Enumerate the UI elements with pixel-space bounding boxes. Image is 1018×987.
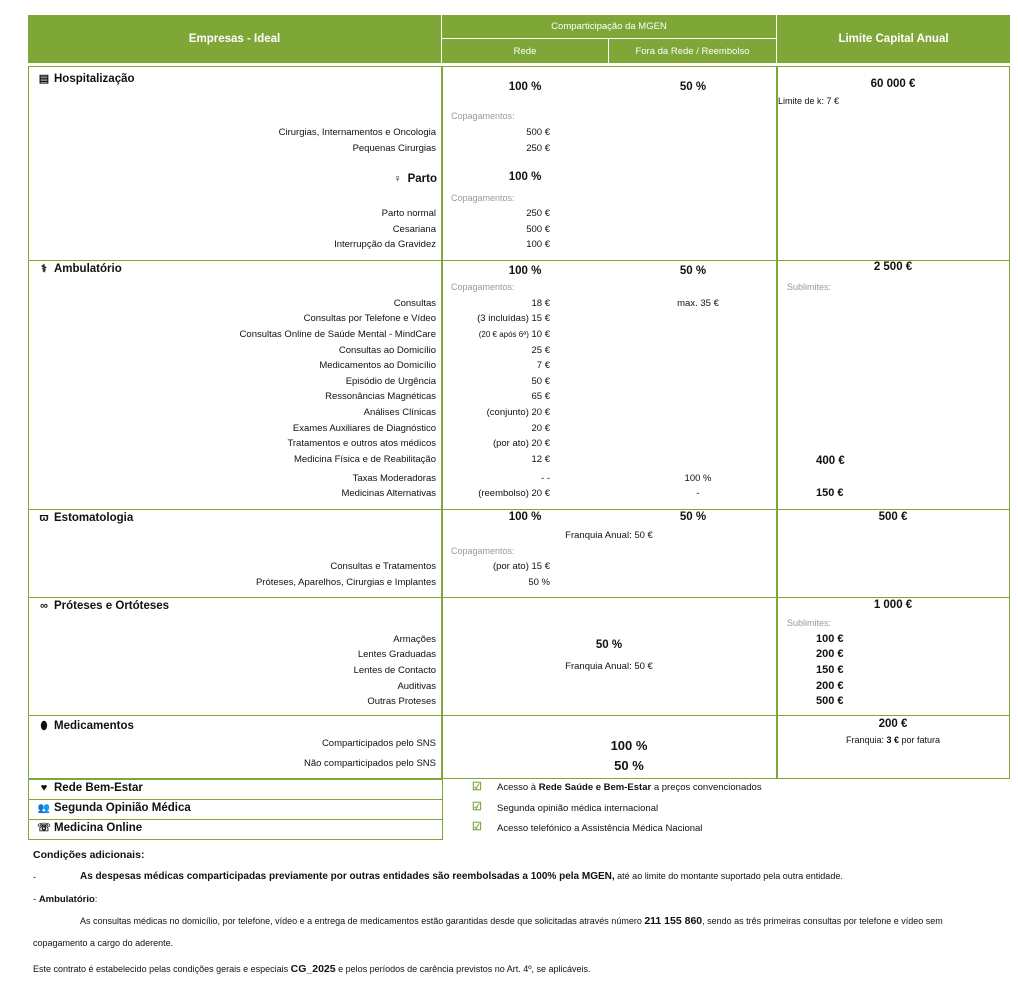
conditions-dash: - xyxy=(33,872,37,883)
extra-desc: Acesso à Rede Saúde e Bem-Estar a preços convencionados xyxy=(497,782,762,793)
amb-item-label: Tratamentos e outros atos médicos xyxy=(287,438,436,449)
hosp-item-label: Cirurgias, Internamentos e Oncologia xyxy=(278,127,436,138)
hosp-rede-value: 100 % xyxy=(508,81,542,93)
esto-copag-label: Copagamentos: xyxy=(451,546,515,556)
conditions-ambulatorio: - Ambulatório: xyxy=(33,894,98,905)
header-empresas: Empresas - Ideal xyxy=(28,15,441,63)
prot-item-value: 200 € xyxy=(816,648,844,660)
amb-item-label: Medicamentos ao Domicílio xyxy=(319,360,436,371)
check-icon: ☑ xyxy=(472,821,482,833)
amb-item-value: (reembolso) 20 € xyxy=(478,488,550,499)
amb-item-label: Consultas ao Domicílio xyxy=(338,345,436,356)
extra-desc: Acesso telefónico a Assistência Médica Nacional xyxy=(497,823,703,834)
hosp-item-value: 500 € xyxy=(526,127,550,138)
header-fora-rede: Fora da Rede / Reembolso xyxy=(609,39,776,63)
prot-limit-value: 1 000 € xyxy=(873,599,913,611)
extra-title: ♥ Rede Bem-Estar xyxy=(37,783,143,795)
hosp-fora-value: 50 % xyxy=(679,81,707,93)
check-icon: ☑ xyxy=(472,781,482,793)
amb-item-value: 20 € xyxy=(531,423,550,434)
prot-item-value: 100 € xyxy=(816,633,844,645)
doctor-icon: ⚕ xyxy=(41,263,47,275)
amb-item-value: 18 € xyxy=(531,298,550,309)
users-icon: 👥 xyxy=(37,803,51,814)
heart-icon: ♥ xyxy=(40,782,48,794)
parto-item-value: 100 € xyxy=(526,239,550,250)
pregnant-icon: ♀ xyxy=(393,173,402,185)
amb-item-value: 65 € xyxy=(531,391,550,402)
parto-item-label: Cesariana xyxy=(392,224,436,235)
parto-item-label: Interrupção da Gravidez xyxy=(334,239,436,250)
med-item-label: Não comparticipados pelo SNS xyxy=(303,758,436,769)
header-rede: Rede xyxy=(442,39,608,63)
amb-item-label: Consultas Online de Saúde Mental - MindCare xyxy=(239,329,436,340)
estomatologia-title: ϖ Estomatologia xyxy=(37,513,133,525)
hosp-limit-note: Limite de k: 7 € xyxy=(778,96,840,106)
prot-item-value: 500 € xyxy=(816,695,844,707)
parto-item-value: 250 € xyxy=(526,208,550,219)
prot-item-label: Outras Proteses xyxy=(367,696,436,707)
ambulatorio-title: ⚕ Ambulatório xyxy=(37,264,122,276)
extra-desc: Segunda opinião médica internacional xyxy=(497,803,659,814)
tooth-icon: ϖ xyxy=(39,512,49,524)
conditions-line3: copagamento a cargo do aderente. xyxy=(33,938,174,948)
amb-rede-value: 100 % xyxy=(508,265,542,277)
prot-item-label: Armações xyxy=(393,634,436,645)
amb-item-fora: - xyxy=(696,488,700,499)
header-comparticipacao: Comparticipação da MGEN xyxy=(442,15,776,38)
amb-item-value: 50 € xyxy=(531,376,550,387)
extra-title: 👥 Segunda Opinião Médica xyxy=(37,802,191,814)
prot-item-label: Lentes de Contacto xyxy=(353,665,436,676)
esto-rede-value: 100 % xyxy=(508,511,542,523)
divider-col1 xyxy=(441,66,443,779)
check-icon: ☑ xyxy=(472,801,482,813)
esto-item-label: Próteses, Aparelhos, Cirurgias e Implantes xyxy=(255,577,436,588)
med-item-value: 50 % xyxy=(614,758,644,773)
proteses-title: ∞ Próteses e Ortóteses xyxy=(37,601,169,613)
phone-icon: ☏ xyxy=(37,822,51,834)
prot-pct: 50 % xyxy=(595,639,623,651)
conditions-title: Condições adicionais: xyxy=(33,849,145,861)
amb-item-label: Taxas Moderadoras xyxy=(352,473,436,484)
hosp-item-label: Pequenas Cirurgias xyxy=(352,143,436,154)
parto-item-value: 500 € xyxy=(526,224,550,235)
parto-item-label: Parto normal xyxy=(381,208,436,219)
amb-sublimits-label: Sublimites: xyxy=(787,282,832,292)
prot-sublimits-label: Sublimites: xyxy=(787,618,832,628)
esto-item-value: (por ato) 15 € xyxy=(492,561,550,572)
parto-copag-label: Copagamentos: xyxy=(451,193,515,203)
amb-item-prefix: (20 € após 6ª) xyxy=(478,330,529,339)
esto-franquia: Franquia Anual: 50 € xyxy=(565,530,653,541)
amb-item-value: 25 € xyxy=(531,345,550,356)
hosp-copag-label: Copagamentos: xyxy=(451,111,515,121)
amb-item-fora: max. 35 € xyxy=(677,298,719,309)
esto-item-label: Consultas e Tratamentos xyxy=(330,561,436,572)
prot-item-value: 150 € xyxy=(816,664,844,676)
esto-fora-value: 50 % xyxy=(679,511,707,523)
extra-title: ☏ Medicina Online xyxy=(37,822,143,834)
amb-item-value: (20 € após 6ª) 10 € xyxy=(478,329,550,340)
hospitalizacao-title: ▤ Hospitalização xyxy=(38,73,135,85)
amb-item-value: 12 € xyxy=(531,454,550,465)
prot-franquia: Franquia Anual: 50 € xyxy=(565,661,653,672)
conditions-line1: As despesas médicas comparticipadas previamente por outras entidades são reembolsadas a 100% pela MGEN, até ao limite do montante suportado pela outra entidade. xyxy=(80,871,843,882)
amb-item-label: Ressonâncias Magnéticas xyxy=(325,391,436,402)
parto-rede-value: 100 % xyxy=(508,171,542,183)
amb-item-label: Medicina Física e de Reabilitação xyxy=(293,454,436,465)
amb-item-fora: 100 % xyxy=(684,473,712,484)
amb-item-value: (conjunto) 20 € xyxy=(486,407,550,418)
med-franquia: Franquia: 3 € por fatura xyxy=(845,735,941,745)
hosp-limit-value: 60 000 € xyxy=(870,78,916,90)
prot-item-label: Auditivas xyxy=(397,681,436,692)
amb-item-value: - - xyxy=(541,473,550,484)
amb-item-label: Medicinas Alternativas xyxy=(341,488,436,499)
amb-item-label: Análises Clínicas xyxy=(363,407,436,418)
conditions-line4: Este contrato é estabelecido pelas condições gerais e especiais CG_2025 e pelos períodos de carência previstos no Art. 4º, se aplicáveis. xyxy=(33,963,591,975)
glasses-icon: ∞ xyxy=(40,600,48,612)
pill-icon: ⬮ xyxy=(40,720,48,732)
hospital-icon: ▤ xyxy=(38,73,50,85)
amb-sublimit-400: 400 € xyxy=(816,455,845,467)
med-item-value: 100 % xyxy=(610,738,648,753)
parto-title: ♀ Parto xyxy=(300,174,437,186)
medicamentos-title: ⬮ Medicamentos xyxy=(37,721,134,733)
med-limit-value: 200 € xyxy=(878,718,908,730)
prot-item-label: Lentes Graduadas xyxy=(357,649,436,660)
amb-item-label: Exames Auxiliares de Diagnóstico xyxy=(292,423,436,434)
amb-copag-label: Copagamentos: xyxy=(451,282,515,292)
esto-limit-value: 500 € xyxy=(878,511,908,523)
hosp-item-value: 250 € xyxy=(526,143,550,154)
amb-sublimit-150: 150 € xyxy=(816,487,844,499)
prot-item-value: 200 € xyxy=(816,680,844,692)
header-limite: Limite Capital Anual xyxy=(777,15,1010,63)
amb-item-value: 7 € xyxy=(536,360,550,371)
med-item-label: Comparticipados pelo SNS xyxy=(321,738,436,749)
conditions-line2: As consultas médicas no domicílio, por telefone, vídeo e a entrega de medicamentos estão garantidas desde que solicitadas através número 211 155 860, sendo as três primeiras consultas por telefone e vídeo sem xyxy=(80,915,943,927)
divider-col3 xyxy=(776,66,778,779)
amb-limit-value: 2 500 € xyxy=(873,261,913,273)
amb-item-value: (por ato) 20 € xyxy=(492,438,550,449)
amb-item-value: (3 incluídas) 15 € xyxy=(477,313,550,324)
amb-item-label: Episódio de Urgência xyxy=(345,376,436,387)
amb-fora-value: 50 % xyxy=(679,265,707,277)
esto-item-value: 50 % xyxy=(528,577,550,588)
amb-item-label: Consultas por Telefone e Vídeo xyxy=(303,313,436,324)
amb-item-label: Consultas xyxy=(393,298,436,309)
